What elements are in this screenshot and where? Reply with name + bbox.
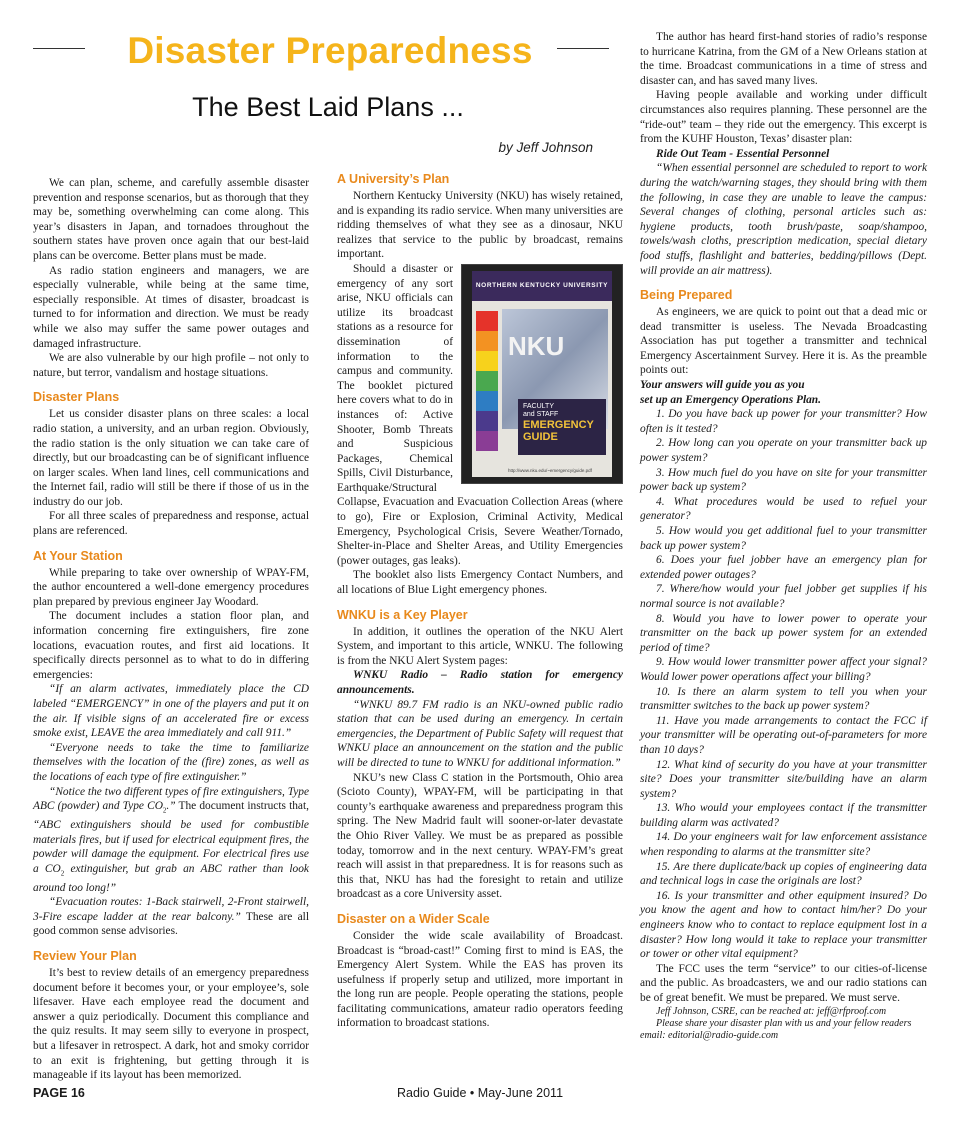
paragraph: As engineers, we are quick to point out that a dead mic or dead transmitter is useless. The Nevada Broadcasting Association has put together a transmitter and technical Emergency Ascertainment Survey. Here it is. As the preamble points out: (640, 306, 927, 377)
article-headline: The Best Laid Plans ... (192, 92, 464, 122)
survey-question: 13. Who would your employees contact if the transmitter building alarm was activated? (640, 802, 927, 829)
page-number: PAGE 16 (33, 1086, 85, 1100)
page-footer (33, 1086, 927, 1104)
masthead (33, 30, 623, 75)
survey-question: 11. Have you made arrangements to contact the FCC if your transmitter will be operating out-of-parameters for more than 10 days? (640, 714, 927, 756)
signature-line: email: editorial@radio-guide.com (640, 1029, 779, 1041)
paragraph: NKU’s new Class C station in the Portsmouth, Ohio area (Scioto County), WPAY-FM, will be participating in that county’s earthquake awareness and preparedness program this spring. The New Madrid fault will sooner-or-later devastate the Ohio River Valley. We must be as prepared as possible today, tomorrow and in the next century. WPAY-FM’s great reach will assist in that preparedness. It is for reasons such as this that, NKU has had the foresight to retain and utilize broadcast as a core University asset. (337, 771, 623, 901)
title-rule-right (557, 48, 609, 49)
title-rule-left (33, 48, 85, 49)
quote-alarm: “If an alarm activates, immediately place the CD labeled “EMERGENCY” in one of the players and put it on the air. If visible signs of an accelerated fire or excess smoke exist, LEAVE the area immediately and call 911.” (33, 683, 309, 740)
survey-question: 4. What procedures would be used to refuel your generator? (640, 495, 927, 523)
heading-wnku: WNKU is a Key Player (337, 607, 468, 622)
quote-ride-out: “When essential personnel are scheduled to report to work during the watch/warning stages, they should bring with them the following, in case they are unable to leave the campus: Several changes of clothing, personal articles such as: hygiene products, tooth brush/paste, soap/shampoo, towels/wash cloths, prescription medication, special dietary food stuffs, flashlight and batteries, bedding/pillows (Dept. will provide an air mattress). (640, 162, 927, 277)
survey-question: 16. Is your transmitter and other equipment insured? Do you know the agent and how to contact him/her? Do your engineers know who to contact to replace equipment lost in a disaster? How long would it take to replace your transmitter or tower or other vital equipment? (640, 889, 927, 961)
signature-line: Jeff Johnson, CSRE, can be reached at: jeff@rfproof.com (656, 1005, 887, 1017)
booklet-title-panel: FACULTY and STAFF EMERGENCY GUIDE (518, 399, 606, 455)
heading-wider-scale: Disaster on a Wider Scale (337, 911, 490, 926)
survey-questions (640, 407, 927, 962)
heading-disaster-plans: Disaster Plans (33, 390, 120, 405)
author-signature (640, 1006, 927, 1042)
quote-evacuation: “Evacuation routes: 1-Back stairwell, 2-Front stairwell, 3-Fire escape ladder at the rear balcony.” These are all good common sense advisories. (33, 896, 310, 938)
paragraph: In addition, it outlines the operation of the NKU Alert System, and important to this article, WNKU. The following is from the NKU Alert System pages: (337, 625, 623, 667)
heading-being-prepared: Being Prepared (640, 288, 733, 303)
guide-note-line: set up an Emergency Operations Plan. (640, 393, 821, 406)
survey-question: 9. How would lower transmitter power affect your signal? Would lower power operations affect your billing? (640, 656, 927, 683)
guide-note-line: Your answers will guide you as you (640, 379, 805, 392)
section-title: Disaster Preparedness (127, 30, 533, 71)
booklet-cover (472, 271, 612, 477)
emergency-guide-booklet-image (461, 264, 623, 484)
paragraph: While preparing to take over ownership of WPAY-FM, the author encountered a well-done emergency procedures plan prepared by previous engineer Jay Woodard. (33, 566, 309, 608)
paragraph: The author has heard first-hand stories of radio’s response to hurricane Katrina, from the GM of a New Orleans station at the time. Broadcast communications in a time of stress and disaster can, and has saved many lives. (640, 31, 927, 87)
quote-zones: “Everyone needs to take the time to familiarize themselves with the location of the (fire) zones, as well as the locations of each type of fire extinguisher.” (33, 741, 309, 783)
heading-review-your-plan: Review Your Plan (33, 949, 137, 964)
paragraph: The document includes a station floor plan, and information concerning fire extinguishers, fire zone locations, evacuation routes, and first aid locations. It specifically directs personnel as to what to do in differing emergencies: (33, 610, 309, 681)
survey-question: 2. How long can you operate on your transmitter back up power system? (640, 437, 927, 465)
paragraph: The FCC uses the term “service” to our cities-of-license and the public. As broadcasters, we and our radio stations can be of great benefit. We must be prepared. We must serve. (640, 962, 927, 1004)
ride-out-title: Ride Out Team - Essential Personnel (656, 147, 830, 160)
booklet-top-band: NORTHERN KENTUCKY UNIVERSITY (472, 271, 612, 301)
survey-question: 5. How would you get additional fuel to your transmitter back up power system? (640, 525, 927, 552)
survey-question: 1. Do you have back up power for your transmitter? How often is it tested? (640, 408, 927, 435)
column-1 (33, 176, 309, 1083)
survey-question: 8. Would you have to lower power to operate your transmitter on the back up power system for an extended period of time? (640, 612, 927, 654)
byline: by Jeff Johnson (498, 140, 593, 155)
paragraph: Having people available and working under difficult circumstances also requires planning. These personnel are the “ride-out” team – they ride out the emergency. This excerpt is from the KUHF Houston, Texas’ disaster plan: (640, 89, 927, 146)
signature-line: Please share your disaster plan with us and your fellow readers (656, 1017, 912, 1029)
paragraph: It’s best to review details of an emergency preparedness document before it becomes your, or your employee’s, sole lifesaver. Have each employee read the document and answer a quiz periodically. Document this compliance and the quiz results. It may seem silly to everyone in prospect, but a lifesaver in retrospect. A dark, hot and smoky corridor to an exit is frightening, but getting through it is manageable if its layout has been memorized. (33, 967, 309, 1082)
intro-paragraph: As radio station engineers and managers, we are especially vulnerable, while being at the same time, especially responsible. At times of disaster, broadcast is turned to for information and direction. We must be ready while we also may suffer the same power outages and damaged infrastructure. (33, 264, 309, 350)
heading-at-your-station: At Your Station (33, 548, 123, 563)
paragraph: Northern Kentucky University (NKU) has wisely retained, and is expanding its radio service. When many universities are ridding themselves of what they see as a dinosaur, NKU realizes that service to the public by broadcast, remains important. (337, 190, 623, 261)
survey-question: 6. Does your fuel jobber have an emergency plan for extended power outages? (640, 554, 927, 581)
paragraph: For all three scales of preparedness and response, actual plans are referenced. (33, 510, 309, 538)
rainbow-stripe-graphic (476, 311, 498, 451)
survey-question: 7. Where/how would your fuel jobber get supplies if his normal source is not available? (640, 583, 927, 610)
quote-wnku: “WNKU 89.7 FM radio is an NKU-owned public radio station that can be used during an emergency. In certain emergencies, the Department of Public Safety will request that WNKU place an announcement on the station and the public will be directed to tune to WNKU for additional information.” (337, 698, 623, 769)
paragraph: Let us consider disaster plans on three scales: a local radio station, a university, and an urban region. Obviously, the radio station is the only situation we can take care of directly, but our broadcasting can be of significant influence on larger scales. When land lines, cell communications and the Internet fail, radio will still be there if those of us in the industry do our job. (33, 408, 309, 508)
paragraph: Consider the wide scale availability of Broadcast. Broadcast is “broad-cast!” Coming first to mind is EAS, the Emergency Alert System. While the EAS has proven its usefulness if properly setup and utilized, more important in the long run are people. People operating the stations, people facilitating communications, amateur radio operators feeding information to broadcast stations. (337, 929, 623, 1030)
survey-question: 3. How much fuel do you have on site for your transmitter power back up system? (640, 466, 927, 494)
quote-extinguishers: “Notice the two different types of fire extinguishers, Type ABC (powder) and Type $CO_2$.” The document instructs that, “ABC extinguishers should be used for combustible materials fires, but if used for electrical equipment fires, the powder will damage the equipment. For electrical fires use a $CO_2$ extinguisher, but grab an ABC rather than look around too long!” (33, 785, 309, 894)
intro-paragraph: We can plan, scheme, and carefully assemble disaster prevention and response scenarios, but as thorough that they may be, something overwhelming can come along. This year’s disasters in Japan, and tornadoes throughout the southern states have proven once again that our best-laid plans can be overcome. Better plans must be made. (33, 177, 309, 262)
survey-question: 12. What kind of security do you have at your transmitter site? Does your transmitter site/building have an alarm system? (640, 758, 927, 800)
survey-question: 10. Is there an alarm system to tell you when your transmitter switches to the back up power system? (640, 685, 927, 713)
paragraph: The booklet also lists Emergency Contact Numbers, and all locations of Blue Light emergency phones. (337, 569, 623, 597)
heading-university-plan: A University’s Plan (337, 172, 450, 186)
intro-paragraph: We are also vulnerable by our high profile – not only to nature, but terror, vandalism and hostage situations. (33, 352, 309, 379)
footer-publication: Radio Guide • May-June 2011 (396, 1086, 564, 1100)
booklet-url: http://www.nku.edu/~emergency/guide.pdf (508, 467, 592, 473)
survey-question: 14. Do your engineers wait for law enforcement assistance when responding to alarms at the transmitter site? (640, 831, 927, 859)
column-2 (337, 172, 623, 1031)
column-3 (640, 30, 927, 1042)
nku-logo: NKU (508, 330, 565, 361)
paragraph: Should a disaster or emergency of any sort arise, NKU officials can utilize its broadcast stations as a resource for dissemination of information to the campus and community. The booklet pictured here covers what to do in instances of: Active Shooter, Bomb Threats and Suspicious Packages, Chemical Spills, Civil Disturbance, Earthquake/Structural Collapse, Evacuation and Evacuation Collection Areas (where to go), Fire or Explosion, Criminal Activity, Medical Emergency, Psychological Crisis, Severe Weather/Tornado, Shelter-in-Place and Shelter Areas, and Utility Emergencies (power outages, gas leaks). (337, 262, 623, 567)
wnku-subhead: WNKU Radio – Radio station for emergency announcements. (337, 669, 623, 696)
survey-question: 15. Are there duplicate/back up copies of engineering data and technical logs in case the originals are lost? (640, 860, 927, 888)
